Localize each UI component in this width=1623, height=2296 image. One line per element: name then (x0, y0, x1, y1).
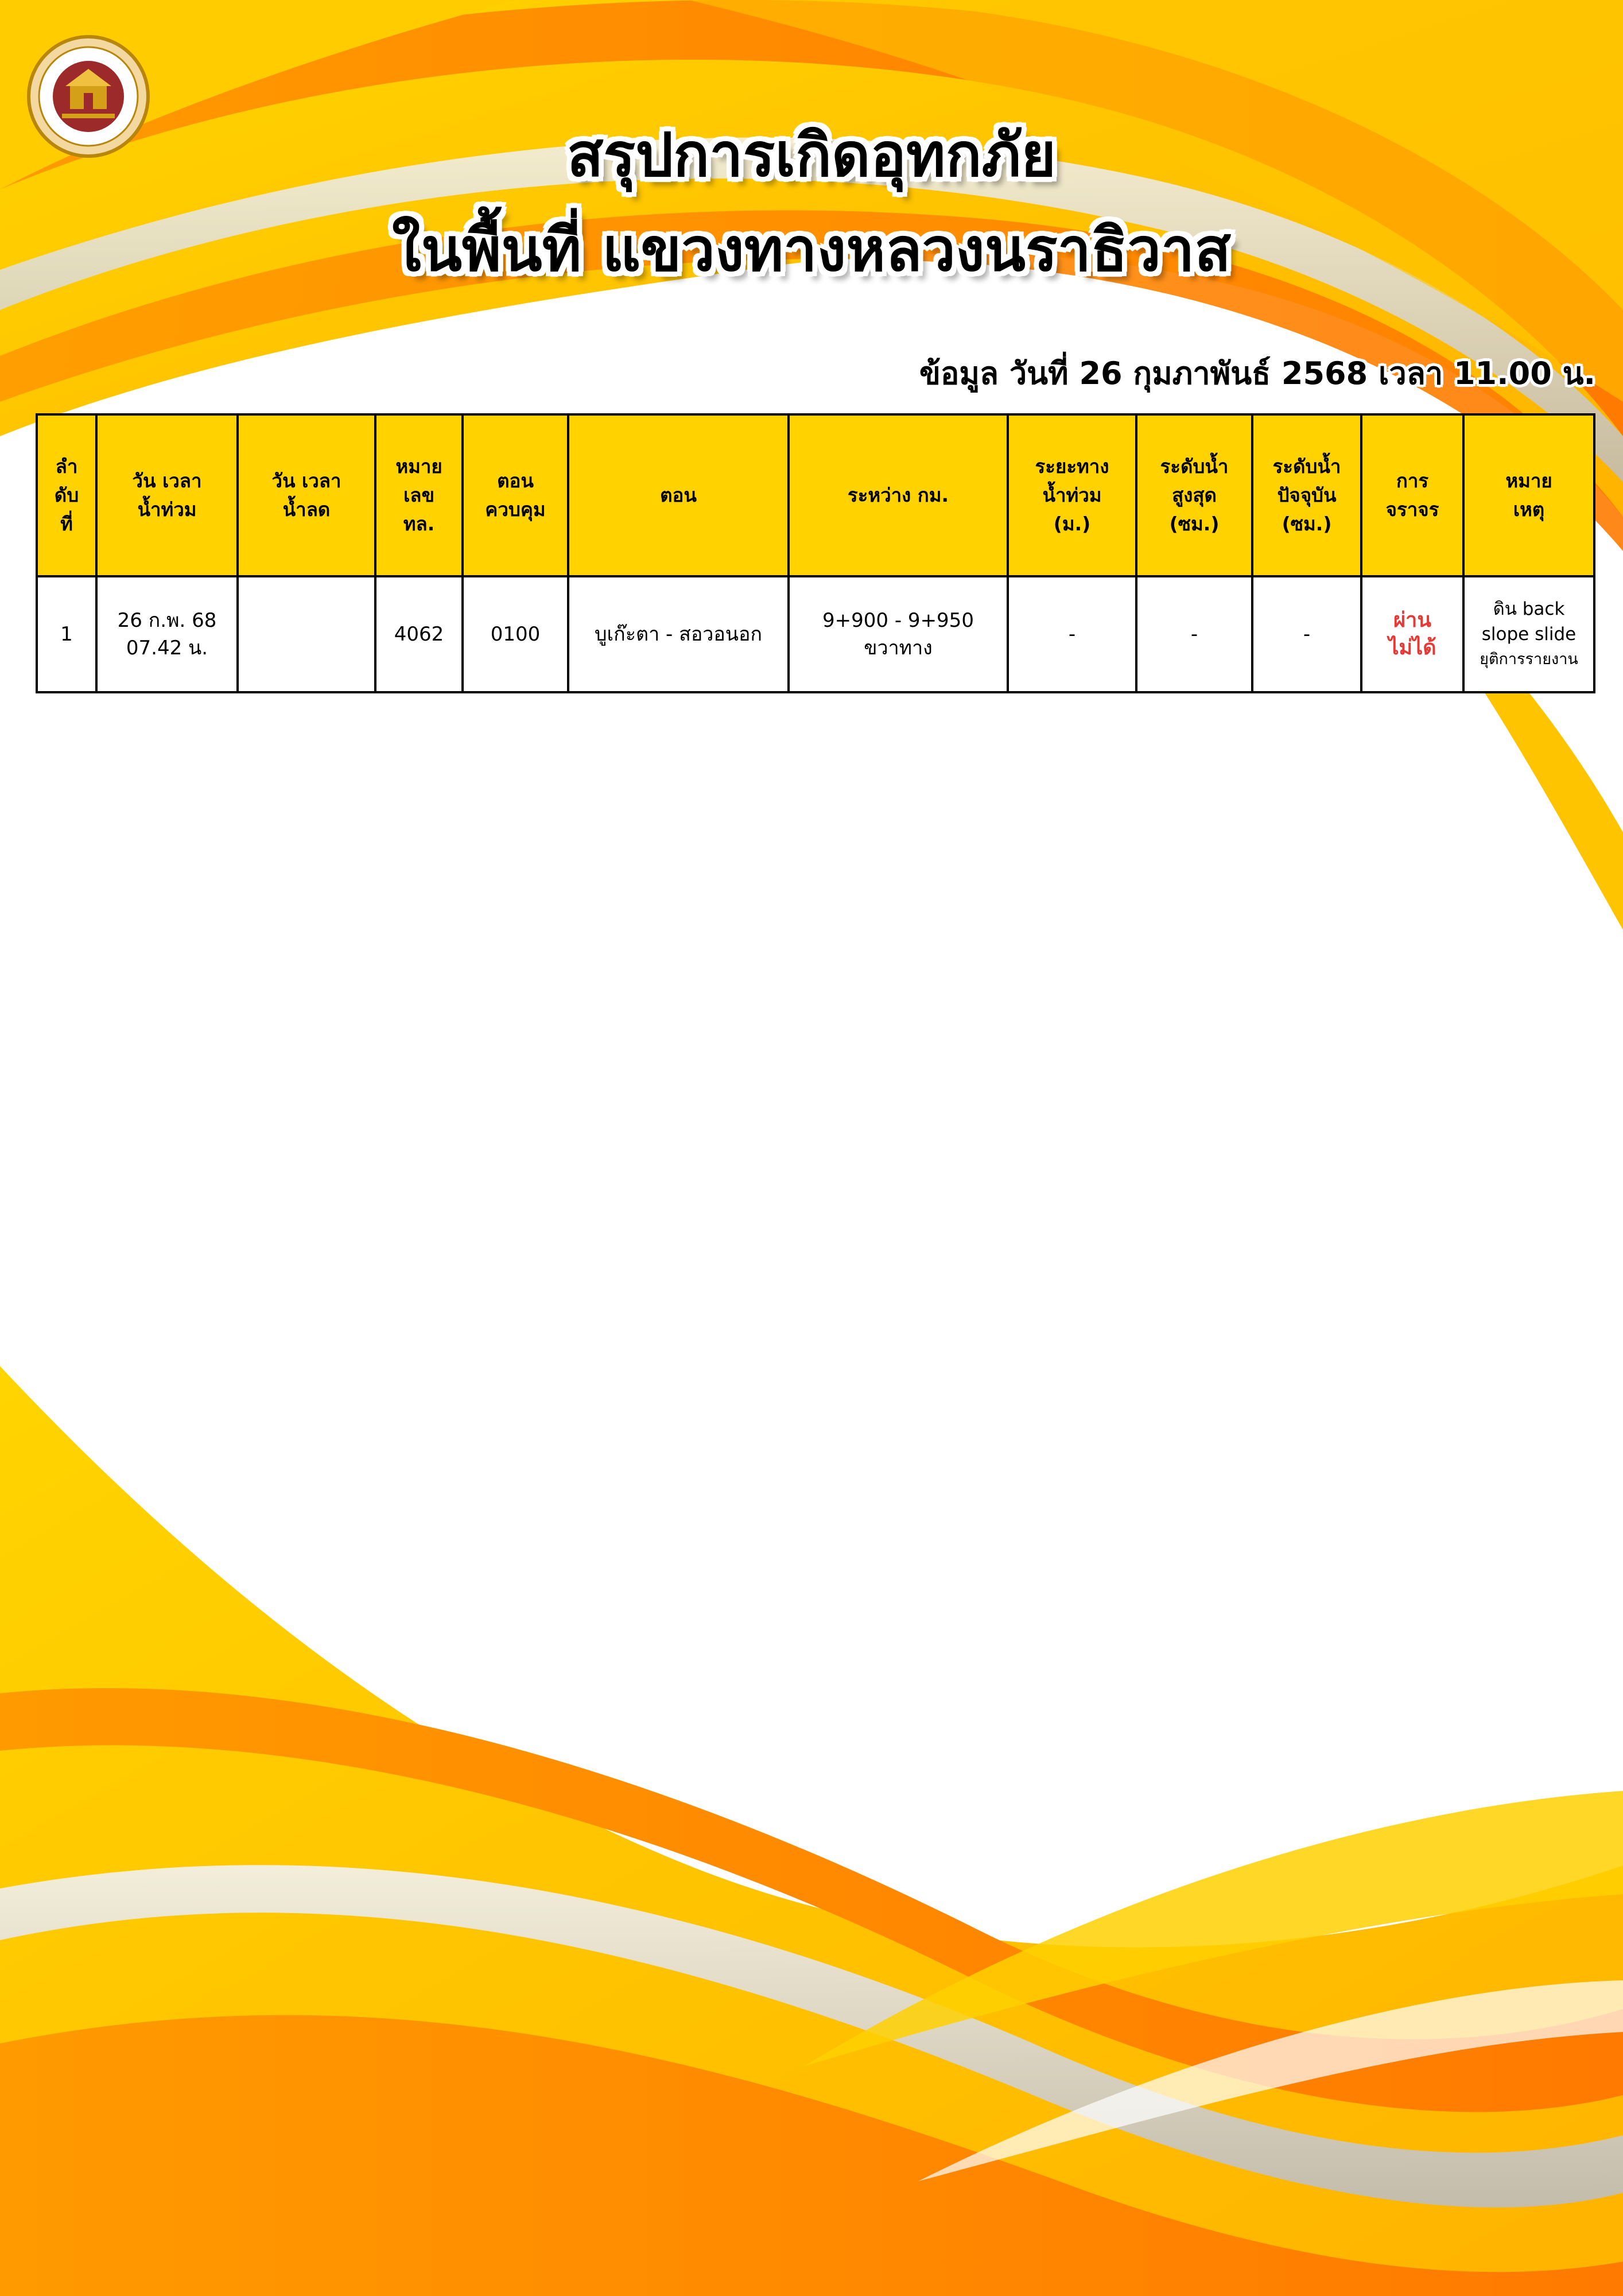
report-date: ข้อมูล วันที่ 26 กุมภาพันธ์ 2568 เวลา 11.00 น. (919, 355, 1595, 391)
column-header-km-range: ระหว่าง กม. (789, 414, 1008, 576)
table-row (37, 576, 1594, 692)
column-header-flood-datetime: วัน เวลา น้ำท่วม (96, 414, 238, 576)
cell-current-level: - (1252, 576, 1361, 692)
column-header-max-level: ระดับน้ำ สูงสุด (ซม.) (1136, 414, 1252, 576)
column-header-traffic: การ จราจร (1361, 414, 1463, 576)
column-header-control-section: ตอน ควบคุม (463, 414, 568, 576)
page-title: สรุปการเกิดอุทกภัย (566, 120, 1057, 190)
cell-remark (1463, 576, 1594, 692)
flood-summary-table (36, 413, 1595, 693)
page-subtitle: ในพื้นที่ แขวงทางหลวงนราธิวาส (392, 215, 1231, 285)
table-header-row (37, 414, 1594, 576)
cell-flood-distance: - (1008, 576, 1136, 692)
cell-recede-datetime (238, 576, 375, 692)
column-header-current-level: ระดับน้ำ ปัจจุบัน (ซม.) (1252, 414, 1361, 576)
cell-section: บูเก๊ะตา - สอวอนอก (568, 576, 789, 692)
column-header-no: ลำ ดับ ที่ (37, 414, 96, 576)
cell-flood-datetime: 26 ก.พ. 68 07.42 น. (96, 576, 238, 692)
cell-km-range: 9+900 - 9+950 ขวาทาง (789, 576, 1008, 692)
cell-max-level: - (1136, 576, 1252, 692)
column-header-recede-datetime: วัน เวลา น้ำลด (238, 414, 375, 576)
remark-status: ยุติการรายงาน (1480, 650, 1578, 668)
column-header-flood-distance: ระยะทาง น้ำท่วม (ม.) (1008, 414, 1136, 576)
cell-route-no: 4062 (375, 576, 463, 692)
column-header-remark: หมาย เหตุ (1463, 414, 1594, 576)
cell-no: 1 (37, 576, 96, 692)
column-header-route-no: หมาย เลข ทล. (375, 414, 463, 576)
cell-traffic-status: ผ่าน ไม่ได้ (1361, 576, 1463, 692)
column-header-section: ตอน (568, 414, 789, 576)
cell-control-section: 0100 (463, 576, 568, 692)
remark-text: ดิน back slope slide (1481, 599, 1577, 645)
